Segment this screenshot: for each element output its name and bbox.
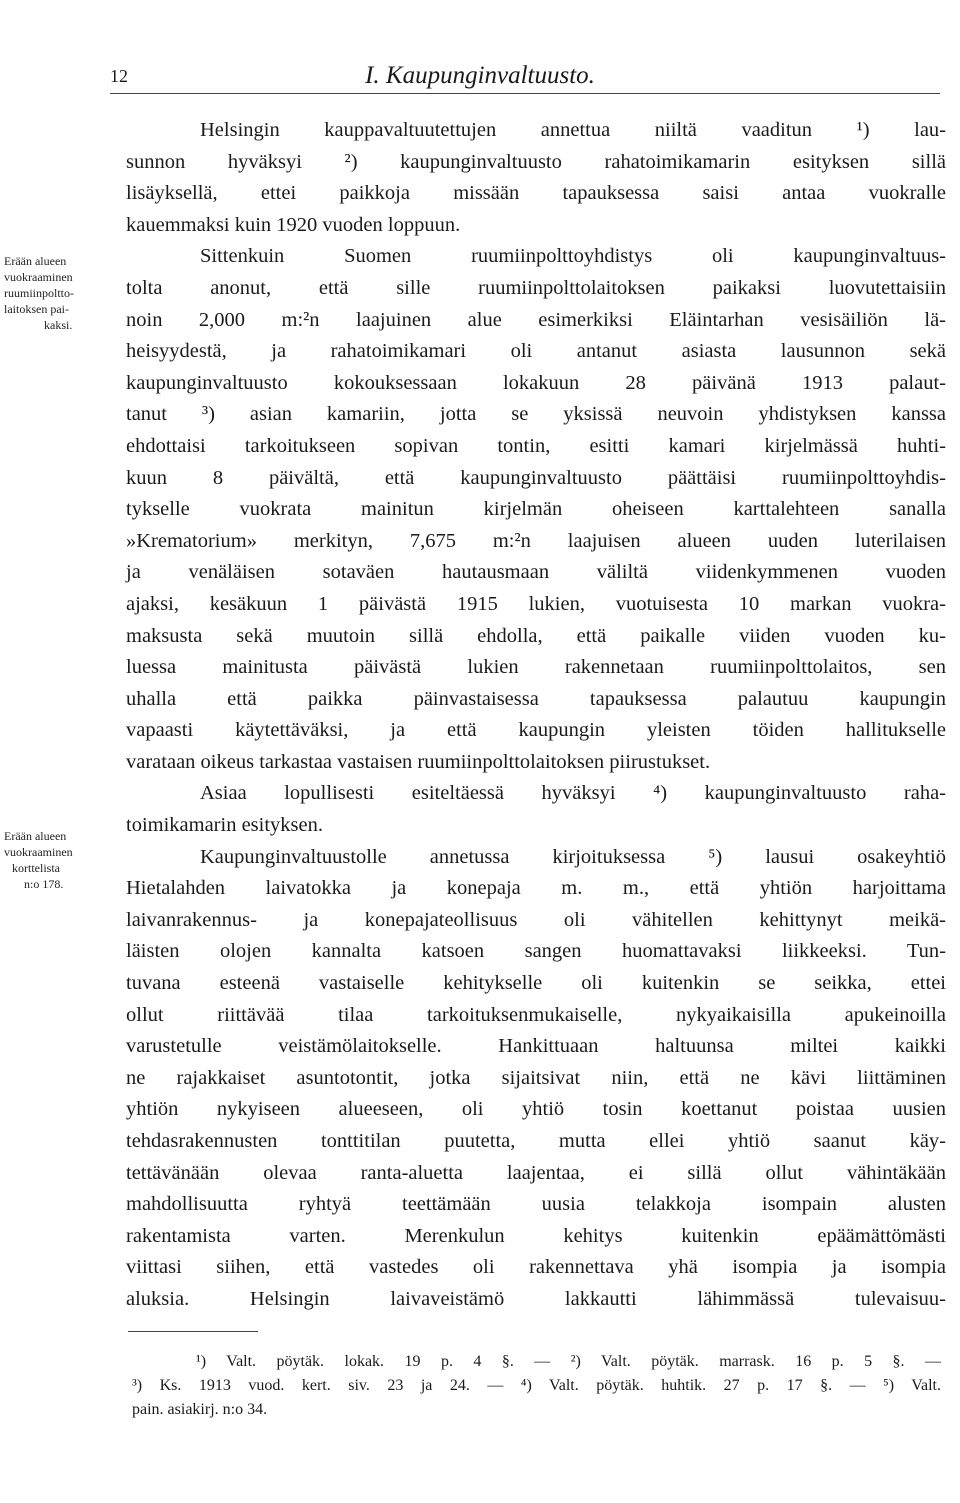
text-line: maksusta sekä muutoin sillä ehdolla, että paikalle viiden vuoden ku-: [126, 624, 946, 647]
margin-note-line: laitoksen pai-: [4, 302, 69, 316]
text-line: Asiaa lopullisesti esiteltäessä hyväksyi ⁴) kaupunginvaltuusto raha-: [200, 782, 946, 805]
text-line: »Krematorium» merkityn, 7,675 m:²n laajuisen alueen uuden luterilaisen: [126, 529, 946, 552]
text-line: ollut riittävää tilaa tarkoituksenmukaiselle, nykyaikaisilla apukeinoilla: [126, 1003, 946, 1026]
text-line: rakentamista varten. Merenkulun kehitys kuitenkin epäämättömästi: [126, 1224, 946, 1247]
footnote-line: ¹) Valt. pöytäk. lokak. 19 p. 4 §. — ²) Valt. pöytäk. marrask. 16 p. 5 §. —: [196, 1353, 941, 1370]
text-line: läisten olojen kannalta katsoen sangen huomattavaksi liikkeeksi. Tun-: [126, 940, 946, 963]
text-line: Sittenkuin Suomen ruumiinpolttoyhdistys oli kaupunginvaltuus-: [200, 245, 946, 268]
margin-note-line: kaksi.: [44, 318, 73, 332]
text-line: tanut ³) asian kamariin, jotta se yksissä neuvoin yhdistyksen kanssa: [126, 403, 946, 426]
text-line: kauemmaksi kuin 1920 vuoden loppuun.: [126, 213, 461, 236]
text-line: kuun 8 päivältä, että kaupunginvaltuusto päättäisi ruumiinpolttoyhdis-: [126, 466, 946, 489]
text-line: kaupunginvaltuusto kokouksessaan lokakuun 28 päivänä 1913 palaut-: [126, 371, 946, 394]
margin-note-crematorium: [4, 253, 122, 333]
text-line: mahdollisuutta ryhtyä teettämään uusia telakkoja isompain alusten: [126, 1193, 946, 1216]
text-line: ja venäläisen sotaväen hautausmaan väliltä viidenkymmenen vuoden: [126, 561, 946, 584]
margin-note-block-178: [4, 828, 122, 892]
text-line: tettävänään olevaa ranta-aluetta laajentaa, ei sillä ollut vähintäkään: [126, 1161, 946, 1184]
text-line: ne rajakkaiset asuntotontit, jotka sijaitsivat niin, että ne kävi liittäminen: [126, 1066, 946, 1089]
text-line: luessa mainitusta päivästä lukien rakennetaan ruumiinpolttolaitos, sen: [126, 656, 946, 679]
text-line: vapaasti käytettäväksi, ja että kaupungin yleisten töiden hallitukselle: [126, 719, 946, 742]
text-line: sunnon hyväksyi ²) kaupunginvaltuusto rahatoimikamarin esityksen sillä: [126, 150, 946, 173]
margin-note-line: vuokraaminen: [4, 845, 73, 859]
margin-note-line: Erään alueen: [4, 829, 67, 843]
margin-note-line: Erään alueen: [4, 254, 67, 268]
footnote-line: ³) Ks. 1913 vuod. kert. siv. 23 ja 24. — ⁴) Valt. pöytäk. huhtik. 27 p. 17 §. — ⁵) Valt.: [132, 1377, 941, 1394]
footnote-line: pain. asiakirj. n:o 34.: [132, 1401, 268, 1418]
body-text: [126, 115, 946, 1316]
text-line: tolta anonut, että sille ruumiinpolttolaitoksen paikaksi luovutettaisiin: [126, 276, 946, 299]
header-rule: [110, 93, 940, 94]
footnote-rule: [128, 1331, 258, 1332]
text-line: viittasi siihen, että vastedes oli rakennettava yhä isompia ja isompia: [126, 1256, 946, 1279]
margin-note-line: ruumiinpoltto-: [4, 286, 74, 300]
text-line: ajaksi, kesäkuun 1 päivästä 1915 lukien, vuotuisesta 10 markan vuokra-: [126, 592, 946, 615]
text-line: tehdasrakennusten tonttitilan puutetta, mutta ellei yhtiö saanut käy-: [126, 1130, 946, 1152]
text-line: toimikamarin esityksen.: [126, 814, 323, 837]
text-line: uhalla että paikka päinvastaisessa tapauksessa palautuu kaupungin: [126, 687, 946, 710]
margin-note-line: n:o 178.: [24, 877, 64, 891]
margin-note-line: vuokraaminen: [4, 270, 73, 284]
text-line: tuvana esteenä vastaiselle kehitykselle oli kuitenkin se seikka, ettei: [126, 972, 946, 995]
text-line: lisäyksellä, ettei paikkoja missään tapauksessa saisi antaa vuokralle: [126, 182, 946, 205]
text-line: laivanrakennus- ja konepajateollisuus oli vähitellen kehittynyt meikä-: [126, 908, 946, 931]
page-number: 12: [110, 66, 128, 86]
text-line: ehdottaisi tarkoitukseen sopivan tontin, esitti kamari kirjelmässä huhti-: [126, 434, 946, 457]
footnotes: [132, 1350, 941, 1422]
margin-note-line: korttelista: [12, 861, 60, 875]
text-line: Helsingin kauppavaltuutettujen annettua niiltä vaaditun ¹) lau-: [200, 119, 946, 141]
text-line: varustetulle veistämölaitokselle. Hankittuaan haltuunsa miltei kaikki: [126, 1035, 946, 1058]
text-line: Hietalahden laivatokka ja konepaja m. m., että yhtiön harjoittama: [126, 877, 946, 900]
text-line: heisyydestä, ja rahatoimikamari oli antanut asiasta lausunnon sekä: [126, 340, 946, 363]
running-title: I. Kaupunginvaltuusto.: [365, 62, 595, 89]
text-line: tykselle vuokrata mainitun kirjelmän oheiseen karttalehteen sanalla: [126, 498, 946, 521]
text-line: aluksia. Helsingin laivaveistämö lakkautti lähimmässä tulevaisuu-: [126, 1287, 946, 1310]
text-line: noin 2,000 m:²n laajuinen alue esimerkiksi Eläintarhan vesisäiliön lä-: [126, 308, 946, 331]
text-line: varataan oikeus tarkastaa vastaisen ruumiinpolttolaitoksen piirustukset.: [126, 750, 711, 773]
text-line: yhtiön nykyiseen alueeseen, oli yhtiö tosin koettanut poistaa uusien: [126, 1098, 946, 1121]
text-line: Kaupunginvaltuustolle annetussa kirjoituksessa ⁵) lausui osakeyhtiö: [200, 845, 946, 868]
